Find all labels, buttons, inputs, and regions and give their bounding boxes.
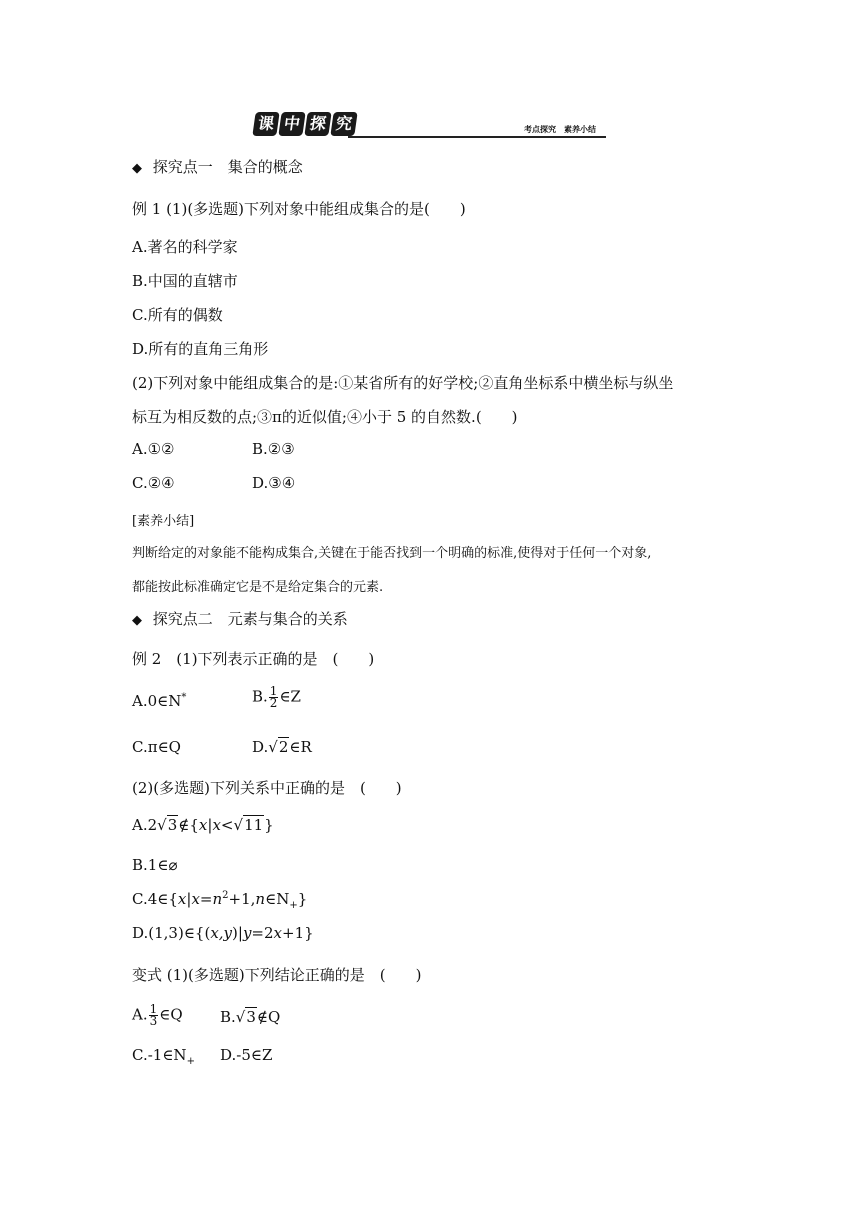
section-heading-2 <box>132 608 348 629</box>
sqrt-symbol: √2 <box>268 738 289 756</box>
variant-option-c <box>132 1046 195 1067</box>
example2-q2-option-c <box>132 890 307 911</box>
example2-q2-option-a <box>132 816 274 834</box>
variable: x <box>177 890 187 908</box>
banner-badge-1: 课 <box>252 112 279 136</box>
summary-line2: 都能按此标准确定它是不是给定集合的元素. <box>132 580 384 595</box>
example1-q2-option-a: A.①② <box>132 440 175 458</box>
variable: x <box>198 816 208 834</box>
banner-badge-3: 探 <box>304 112 331 136</box>
option-text: )| <box>232 924 243 942</box>
sqrt-symbol: √11 <box>233 816 264 834</box>
radicand: 3 <box>246 1008 256 1026</box>
option-prefix: D. <box>252 738 269 756</box>
example1-option-b: B.中国的直辖市 <box>132 272 238 290</box>
option-prefix: B. <box>252 687 268 706</box>
option-text: | <box>186 890 192 908</box>
subscript: + <box>186 1056 195 1067</box>
summary-label: [素养小结] <box>132 514 195 529</box>
radicand: 3 <box>167 816 178 834</box>
example1-question1: 例 1 (1)(多选题)下列对象中能组成集合的是( ) <box>132 200 466 218</box>
example2-option-c: C.π∈Q <box>132 738 181 756</box>
option-prefix: A.2 <box>132 816 158 834</box>
fraction-denominator: 3 <box>149 1014 158 1028</box>
variable: x,y <box>210 924 233 942</box>
option-prefix: D.(1,3)∈{( <box>132 924 211 942</box>
variable: n <box>255 890 266 908</box>
variant-option-b <box>220 1008 280 1026</box>
option-prefix: A. <box>132 1005 148 1024</box>
option-text: =2 <box>251 924 274 942</box>
example1-question2-line1: (2)下列对象中能组成集合的是:①某省所有的好学校;②直角坐标系中横坐标与纵坐 <box>132 374 674 392</box>
variable: x <box>273 924 283 942</box>
fraction-numerator: 1 <box>149 1002 158 1016</box>
option-text: +1, <box>228 890 256 908</box>
option-text: = <box>199 890 213 908</box>
banner-rule <box>348 136 606 138</box>
option-suffix: ∈Z <box>279 687 301 706</box>
superscript: * <box>181 692 187 703</box>
radicand: 11 <box>244 816 264 834</box>
section-title-2: 探究点二 元素与集合的关系 <box>152 610 348 628</box>
fraction-numerator: 1 <box>269 684 278 698</box>
option-prefix: C.4∈{ <box>132 890 178 908</box>
variable: y <box>242 924 252 942</box>
example2-option-d <box>252 738 312 756</box>
option-suffix: ∈R <box>289 738 312 756</box>
option-text: } <box>297 890 308 908</box>
option-text: ∉{ <box>178 816 199 834</box>
example1-option-c: C.所有的偶数 <box>132 306 223 324</box>
sqrt-symbol: √3 <box>235 1008 256 1026</box>
example2-q2-option-b: B.1∈⌀ <box>132 856 178 874</box>
option-text: < <box>220 816 234 834</box>
option-suffix: ∉Q <box>256 1008 281 1026</box>
example1-option-a: A.著名的科学家 <box>132 238 238 256</box>
option-suffix: ∈Q <box>159 1005 183 1024</box>
example2-option-b <box>252 686 301 709</box>
section-title-1: 探究点一 集合的概念 <box>152 158 303 176</box>
example2-q2-option-d <box>132 924 314 942</box>
example1-q2-option-c: C.②④ <box>132 474 175 492</box>
section-heading-1 <box>132 156 303 177</box>
diamond-bullet-icon: ◆ <box>132 161 142 176</box>
summary-line1: 判断给定的对象能不能构成集合,关键在于能否找到一个明确的标准,使得对于任何一个对象, <box>132 546 652 561</box>
variant-option-a <box>132 1004 183 1027</box>
option-text: ∈N <box>265 890 290 908</box>
example1-q2-option-d: D.③④ <box>252 474 296 492</box>
option-text: +1} <box>282 924 314 942</box>
variable: x <box>212 816 221 834</box>
example2-option-a <box>132 692 186 710</box>
variant-option-d: D.-5∈Z <box>220 1046 273 1064</box>
variant-question1: 变式 (1)(多选题)下列结论正确的是 ( ) <box>132 966 422 984</box>
section-banner <box>252 112 608 142</box>
option-text: } <box>264 816 274 834</box>
subscript: + <box>289 900 298 911</box>
option-text: C.-1∈N <box>132 1046 187 1064</box>
option-text: A.0∈N <box>132 692 182 710</box>
option-prefix: B. <box>220 1008 236 1026</box>
banner-badge-2: 中 <box>278 112 305 136</box>
fraction-denominator: 2 <box>269 696 278 710</box>
banner-right-label: 考点探究 素养小结 <box>524 125 596 134</box>
fraction <box>269 686 279 709</box>
example1-option-d: D.所有的直角三角形 <box>132 340 269 358</box>
example2-question2: (2)(多选题)下列关系中正确的是 ( ) <box>132 779 402 797</box>
superscript: 2 <box>222 890 229 901</box>
sqrt-symbol: √3 <box>157 816 178 834</box>
diamond-bullet-icon: ◆ <box>132 613 142 628</box>
fraction <box>149 1004 159 1027</box>
variable: x <box>191 890 200 908</box>
option-text: | <box>207 816 213 834</box>
banner-badge-4: 究 <box>330 112 357 136</box>
example1-question2-line2: 标互为相反数的点;③π的近似值;④小于 5 的自然数.( ) <box>132 408 518 426</box>
radicand: 2 <box>278 738 289 756</box>
example1-q2-option-b: B.②③ <box>252 440 295 458</box>
variable: n <box>212 890 223 908</box>
example2-question1: 例 2 (1)下列表示正确的是 ( ) <box>132 650 375 668</box>
